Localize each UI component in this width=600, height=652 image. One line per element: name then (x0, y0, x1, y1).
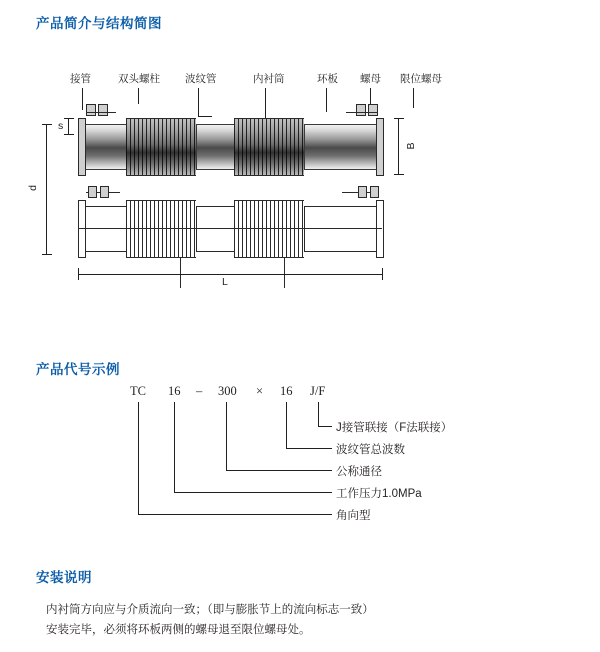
dim-label-d: d (27, 185, 39, 191)
code-token-dash: – (196, 384, 203, 398)
right-bellows-top-view (234, 118, 304, 176)
code-token-waves: 16 (280, 384, 293, 398)
code-desc-diameter: 公称通径 (336, 466, 382, 478)
nut-bottom-left (88, 186, 97, 198)
part-label-luomu: 螺母 (360, 73, 381, 85)
dim-tick (64, 118, 74, 119)
center-spool (196, 124, 236, 170)
leader-tick (198, 116, 212, 117)
tie-rod-left (180, 258, 181, 288)
install-note-1: 内衬筒方向应与介质流向一致；（即与膨胀节上的流向标志一致） (46, 604, 374, 616)
leader-line (138, 88, 139, 104)
code-token-pressure: 16 (168, 384, 181, 398)
ring-plate-left (78, 118, 86, 176)
code-desc-waves: 波纹管总波数 (336, 444, 405, 456)
code-leader-type (138, 402, 139, 514)
left-bellows-top-view (126, 118, 196, 176)
dim-tick (64, 134, 74, 135)
code-desc-pressure: 工作压力1.0MPa (336, 488, 422, 500)
dim-tick (78, 268, 79, 280)
code-tick (138, 514, 332, 515)
part-label-shuangtouluozhu: 双头螺柱 (118, 73, 160, 85)
dim-line-d (46, 124, 47, 254)
dim-line-s (68, 118, 69, 134)
nut-top-left-2 (98, 104, 108, 116)
ring-plate-left-outline (78, 200, 86, 258)
dim-tick (394, 118, 404, 119)
dim-tick (42, 124, 52, 125)
leader-line (198, 88, 199, 116)
dim-label-s: s (58, 120, 64, 132)
code-desc-type: 角向型 (336, 510, 371, 522)
left-bellows-bottom-view (126, 200, 196, 258)
code-tick (286, 448, 332, 449)
nut-bottom-right-2 (370, 186, 379, 198)
code-leader-connection (318, 402, 319, 426)
code-leader-pressure (174, 402, 175, 492)
nut-bottom-right (358, 186, 367, 198)
part-label-huanban: 环板 (317, 73, 338, 85)
tie-rod-right (284, 258, 285, 288)
section-title-code: 产品代号示例 (36, 362, 120, 377)
dim-label-l: L (222, 276, 228, 288)
left-pipe-body (82, 124, 128, 170)
nut-bottom-left-2 (100, 186, 109, 198)
section-title-structure: 产品简介与结构简图 (36, 16, 162, 31)
structure-diagram (27, 68, 520, 288)
stud-top-right (346, 112, 378, 113)
part-label-neichentong: 内衬筒 (253, 73, 285, 85)
right-bellows-bottom-view (234, 200, 304, 258)
center-axis-line (78, 228, 382, 229)
section-title-install: 安装说明 (36, 570, 92, 585)
left-pipe-outline (82, 206, 128, 252)
stud-top-left (86, 112, 116, 113)
ring-plate-right-outline (376, 200, 384, 258)
leader-line (413, 88, 414, 108)
code-tick (226, 470, 332, 471)
dim-tick (382, 268, 383, 280)
code-token-times: × (256, 384, 264, 398)
right-pipe-body (304, 124, 380, 170)
code-tick (318, 426, 332, 427)
install-notes (46, 600, 566, 640)
part-label-xianweiluomu: 限位螺母 (400, 73, 442, 85)
code-tick (174, 492, 332, 493)
code-token-connection: J/F (310, 384, 326, 398)
install-note-2: 安装完毕，必须将环板两侧的螺母退至限位螺母处。 (46, 624, 311, 636)
ring-plate-right (376, 118, 384, 176)
right-pipe-outline (304, 206, 380, 252)
nut-top-left (86, 104, 96, 116)
code-desc-connection: J接管联接（F法联接） (336, 422, 453, 434)
leader-line (326, 88, 327, 112)
dim-line-b (398, 118, 399, 174)
center-spool-outline (196, 206, 236, 252)
dim-label-b: B (405, 142, 417, 150)
dim-tick (394, 174, 404, 175)
part-label-bowenguan: 波纹管 (185, 73, 217, 85)
nut-top-right-2 (368, 104, 378, 116)
leader-line (82, 88, 83, 110)
dim-tick (42, 254, 52, 255)
product-code-diagram (110, 380, 510, 540)
part-label-jieguan: 接管 (70, 73, 91, 85)
nut-top-right (356, 104, 366, 116)
code-token-diameter: 300 (218, 384, 237, 398)
code-token-type: TC (130, 384, 146, 398)
code-leader-waves (286, 402, 287, 448)
dim-line-l (78, 274, 382, 275)
code-leader-diameter (226, 402, 227, 470)
